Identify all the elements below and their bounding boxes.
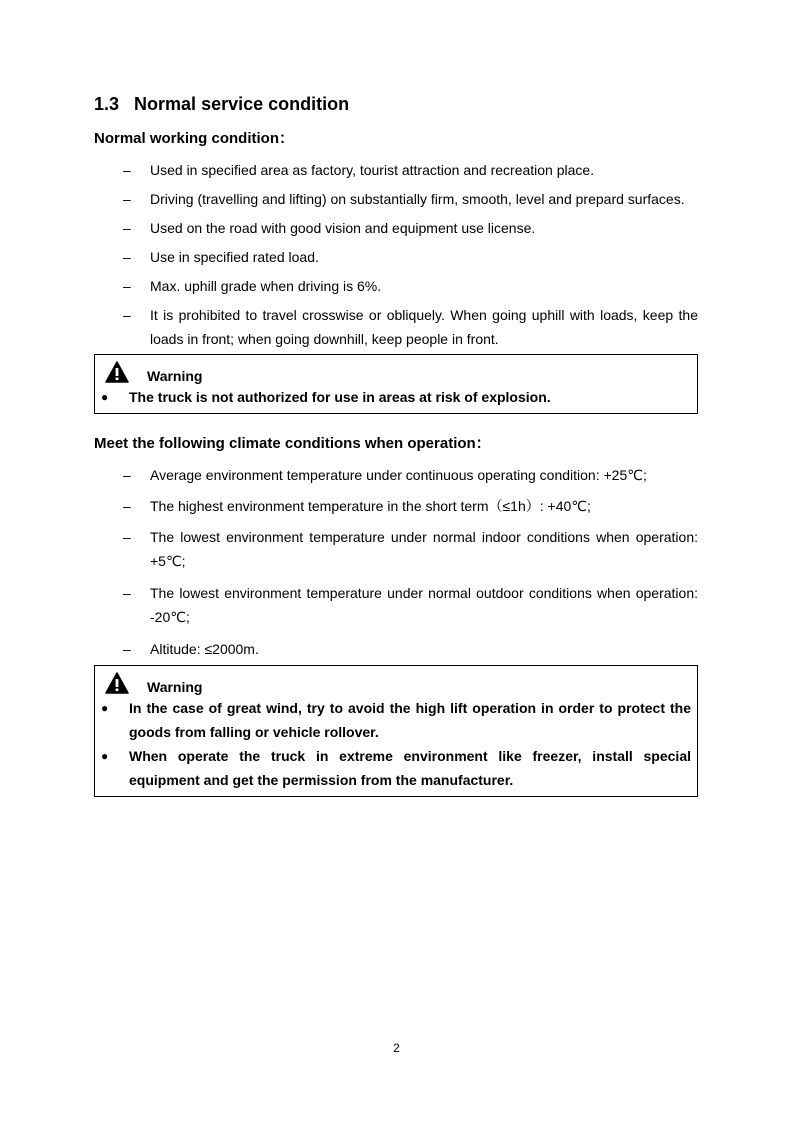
dash-bullet: –: [123, 307, 131, 323]
section-number: 1.3: [94, 94, 120, 114]
dash-bullet: –: [123, 498, 131, 514]
working-condition-heading: Normal working condition：: [94, 130, 295, 147]
page-number: 2: [393, 1041, 400, 1055]
warning-header: [105, 672, 405, 694]
climate-condition-heading: Meet the following climate conditions when operation：: [94, 435, 491, 452]
dash-bullet: –: [123, 585, 131, 601]
bullet-dot: ●: [101, 701, 109, 715]
warning-label: Warning: [147, 368, 203, 384]
warning-box-environment: Warning ● In the case of great wind, try to avoid the high lift operation in order to protect the goods from falling or vehicle rollover. ● When operate the truck in extreme environment like freezer, install special equipment and get the permission from the manufacturer.: [94, 665, 698, 797]
section-title: [94, 94, 349, 115]
warning-icon: [105, 672, 129, 694]
warning-header: [105, 361, 405, 383]
dash-bullet: –: [123, 467, 131, 483]
dash-bullet: –: [123, 220, 131, 236]
dash-bullet: –: [123, 191, 131, 207]
section-title-text: Normal service condition: [134, 94, 350, 114]
bullet-dot: ●: [101, 390, 109, 404]
dash-bullet: –: [123, 529, 131, 545]
warning-box-explosion: Warning ● The truck is not authorized for use in areas at risk of explosion.: [94, 354, 698, 414]
dash-bullet: –: [123, 641, 131, 657]
dash-bullet: –: [123, 162, 131, 178]
warning-label: Warning: [147, 679, 203, 695]
dash-bullet: –: [123, 249, 131, 265]
bullet-dot: ●: [101, 749, 109, 763]
dash-bullet: –: [123, 278, 131, 294]
warning-icon: [105, 361, 129, 383]
